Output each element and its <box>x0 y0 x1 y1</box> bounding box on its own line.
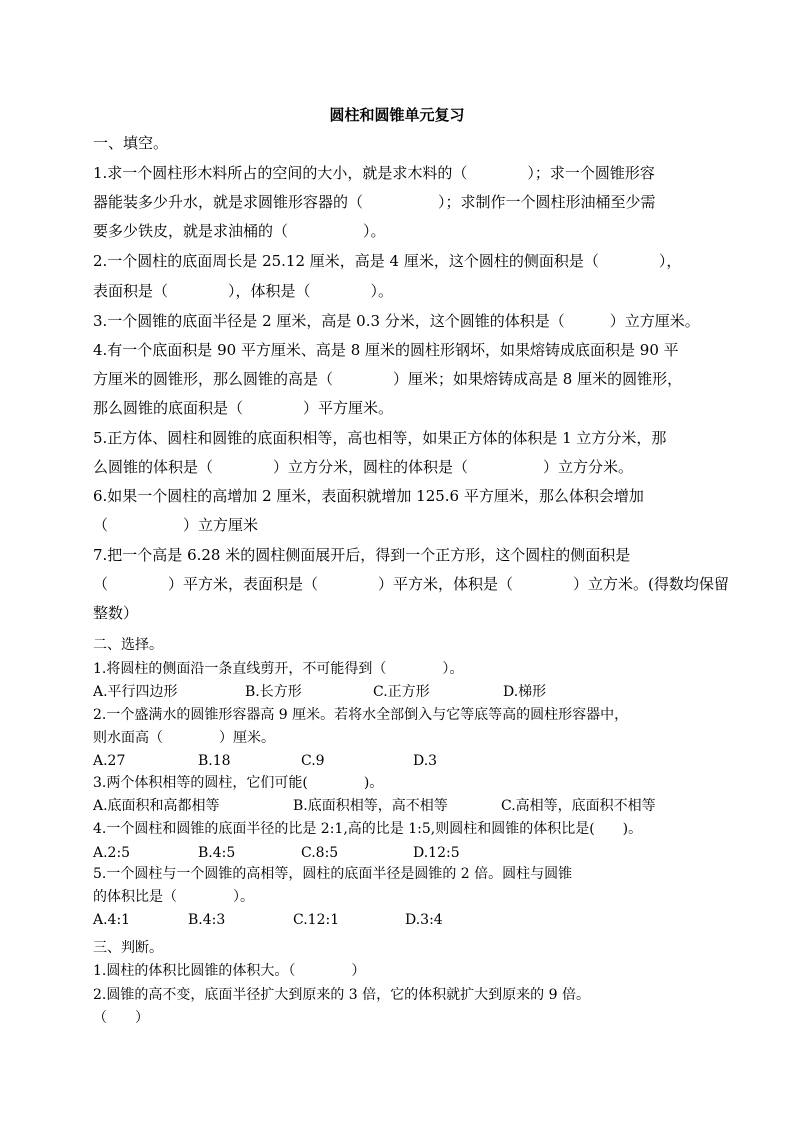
option: D.3 <box>413 753 438 769</box>
fill-line: 器能装多少升水，就是求圆锥形容器的（ ）；求制作一个圆柱形油桶至少需 <box>93 193 656 211</box>
option: C.正方形 <box>373 684 430 700</box>
judge-question: 1.圆柱的体积比圆锥的体积大。（ ） <box>93 963 366 979</box>
choice-question: 4.一个圆柱和圆锥的底面半径的比是 2:1,高的比是 1:5,则圆柱和圆锥的体积比是( )。 <box>93 821 643 837</box>
option: B.18 <box>198 753 231 769</box>
fill-line: 4.有一个底面积是 90 平方厘米、高是 8 厘米的圆柱形钢坏，如果熔铸成底面积是 90 平 <box>93 341 679 359</box>
worksheet-title: 圆柱和圆锥单元复习 <box>329 106 465 124</box>
choice-question: 3.两个体积相等的圆柱，它们可能( )。 <box>93 775 384 791</box>
option: A.底面积和高都相等 <box>93 798 220 814</box>
section-heading-fill: 一、填空。 <box>93 134 169 152</box>
fill-line: 么圆锥的体积是（ ）立方分米，圆柱的体积是（ ）立方分米。 <box>93 458 634 476</box>
choice-question: 2.一个盛满水的圆锥形容器高 9 厘米。若将水全部倒入与它等底等高的圆柱形容器中， <box>93 707 629 723</box>
option: D.12:5 <box>413 845 460 861</box>
option: C.8:5 <box>301 845 339 861</box>
option: B.长方形 <box>245 684 302 700</box>
option: D.3:4 <box>405 912 443 928</box>
option: B.4:5 <box>198 845 236 861</box>
judge-question: （ ） <box>93 1010 149 1026</box>
fill-line: （ ）平方米，表面积是（ ）平方米，体积是（ ）立方米。(得数均保留 <box>93 575 729 593</box>
judge-question: 2.圆锥的高不变，底面半径扩大到原来的 3 倍，它的体积就扩大到原来的 9 倍。 <box>93 987 590 1003</box>
fill-line: 整数） <box>93 604 139 622</box>
option: D.梯形 <box>503 684 547 700</box>
option: B.底面积相等，高不相等 <box>293 798 448 814</box>
option: C.高相等，底面积不相等 <box>501 798 656 814</box>
option: C.12:1 <box>293 912 340 928</box>
section-heading-choice: 二、选择。 <box>93 637 163 653</box>
option: A.4:1 <box>93 912 131 928</box>
fill-line: 要多少铁皮，就是求油桶的（ ）。 <box>93 222 386 240</box>
fill-line: 方厘米的圆锥形，那么圆锥的高是（ ）厘米；如果熔铸成高是 8 厘米的圆锥形， <box>93 370 683 388</box>
option: C.9 <box>301 753 325 769</box>
fill-line: 6.如果一个圆柱的高增加 2 厘米，表面积就增加 125.6 平方厘米，那么体积会增加 <box>93 487 644 505</box>
option: A.2:5 <box>93 845 131 861</box>
fill-line: 表面积是（ ），体积是（ ）。 <box>93 282 394 300</box>
option: B.4:3 <box>188 912 226 928</box>
fill-line: 5.正方体、圆柱和圆锥的底面积相等，高也相等，如果正方体的体积是 1 立方分米，那 <box>93 429 667 447</box>
choice-question: 的体积比是（ ）。 <box>93 889 254 905</box>
fill-line: 2.一个圆柱的底面周长是 25.12 厘米，高是 4 厘米，这个圆柱的侧面积是（ ）， <box>93 252 682 270</box>
choice-question: 则水面高（ ）厘米。 <box>93 730 275 746</box>
fill-line: 3.一个圆锥的底面半径是 2 厘米，高是 0.3 分米，这个圆锥的体积是（ ）立方厘米。 <box>93 312 700 330</box>
choice-question: 5.一个圆柱与一个圆锥的高相等，圆柱的底面半径是圆锥的 2 倍。圆柱与圆锥 <box>93 866 573 882</box>
option: A.平行四边形 <box>93 684 178 700</box>
choice-question: 1.将圆柱的侧面沿一条直线剪开，不可能得到（ ）。 <box>93 661 464 677</box>
option: A.27 <box>93 753 126 769</box>
fill-line: 那么圆锥的底面积是（ ）平方厘米。 <box>93 399 394 417</box>
fill-line: 1.求一个圆柱形木料所占的空间的大小，就是求木料的（ ）；求一个圆锥形容 <box>93 164 655 182</box>
fill-line: 7.把一个高是 6.28 米的圆柱侧面展开后，得到一个正方形，这个圆柱的侧面积是 <box>93 546 631 564</box>
section-heading-judge: 三、判断。 <box>93 940 163 956</box>
fill-line: （ ）立方厘米 <box>93 516 259 534</box>
